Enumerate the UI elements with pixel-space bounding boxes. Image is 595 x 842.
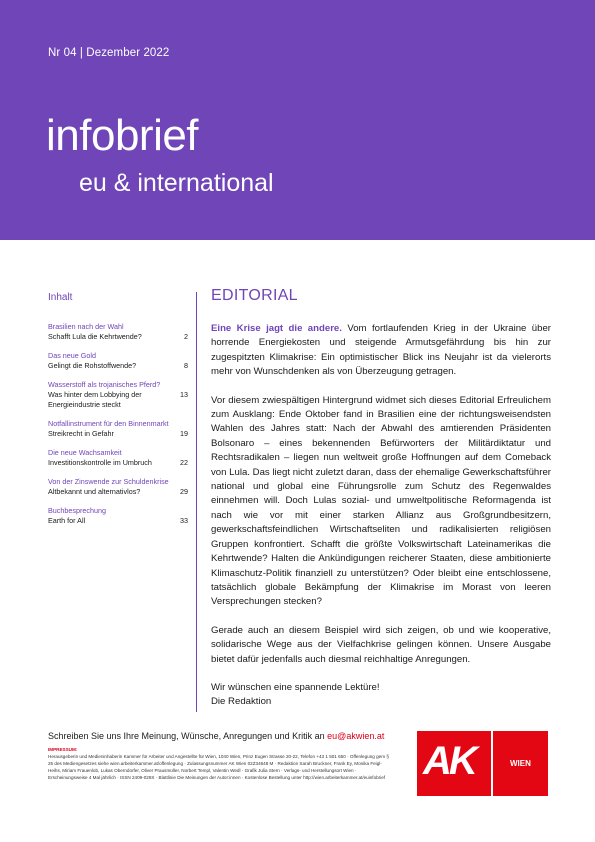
editorial-paragraph-2: Vor diesem zwiespältigen Hintergrund widmet sich dieses Editorial Erfreulichem zum Ausklang: Ende Oktober fand in Brasilien eine der richtungsweisendsten Wahlen des Jahres statt: Nach der Abwahl des amtierenden Präsidenten Bolsonaro – eines bekennenden Befürworters der Militärdiktatur und Rechtsradikalen – liegen nun weltweit große Hoffnungen auf dem Comeback von Lula. Das liegt nicht zuletzt daran, dass der ehemalige Gewerkschaftsführer national und global eine Führungsrolle zum Schutz des Regenwaldes einnehmen will. Doch Lulas sozial- und umweltpolitische Reformagenda ist nach wie vor mit einer starken Allianz aus Großgrundbesitzern, gewerkschaftsfeindlichen Wirtschaftseliten und radikalisierten religiösen Gruppen konfrontiert. Schafft die größte Volkswirtschaft Lateinamerikas die Kehrtwende? Halten die Ankündigungen reicherer Staaten, diese ambitionierte Klimaschutz-Politik finanziell zu unterstützen? Oder bleibt eine entschlossene, tatsächlich globale Bekämpfung der Klimakrise im Morast von leeren Versprechungen stecken? [211, 394, 551, 608]
toc-item-row [48, 390, 188, 410]
editorial-section [211, 287, 551, 710]
ak-wien-logo [417, 731, 548, 796]
toc-item[interactable] [48, 448, 188, 468]
toc-item[interactable] [48, 322, 188, 342]
contact-text: Schreiben Sie uns Ihre Meinung, Wünsche, Anregungen und Kritik an [48, 731, 328, 741]
toc-item-page: 22 [180, 458, 188, 467]
toc-item-title: Was hinter dem Lobbying der Energieindustrie steckt [48, 390, 142, 409]
toc-item-page: 2 [184, 332, 188, 341]
toc-item-page: 13 [180, 390, 188, 399]
editorial-signature: Die Redaktion [211, 696, 272, 708]
toc-item-page: 19 [180, 429, 188, 438]
editorial-heading: EDITORIAL [211, 287, 298, 304]
toc-heading: Inhalt [48, 292, 73, 303]
toc-item-title: Altbekannt und alternativlos? [48, 487, 141, 496]
toc-item[interactable] [48, 477, 188, 497]
publication-subtitle: eu & international [79, 169, 274, 197]
toc-item-category: Notfallinstrument für den Binnenmarkt [48, 419, 169, 428]
toc-item-category: Das neue Gold [48, 351, 96, 360]
toc-item-page: 33 [180, 516, 188, 525]
issue-number: Nr 04 | Dezember 2022 [48, 47, 170, 59]
editorial-closing: Wir wünschen eine spannende Lektüre! [211, 681, 380, 693]
toc-item-category: Wasserstoff als trojanisches Pferd? [48, 380, 161, 389]
toc-item-page: 8 [184, 361, 188, 370]
toc-item-row [48, 487, 188, 497]
toc-list [48, 322, 188, 526]
imprint-heading: IMPRESSUM: [48, 747, 78, 752]
editorial-paragraph-1-text: Vom fortlaufenden Krieg in der Ukraine über horrende Energiekosten und steigende Armutsgefährdung bis hin zur zugespitzten Klimakrise: Ein optimistischer Blick ins Neujahr ist da vielerorts mehr von Wunschdenken als von Überzeugung getragen. [211, 323, 551, 378]
toc-item[interactable] [48, 380, 188, 410]
imprint-text: Herausgeberin und Medieninhaberin Kammer für Arbeiter und Angestellte für Wien, 1040 Wien, Prinz Eugen Strasse 20-22, Telefon +43 1 501 650 · Offenlegung gem § 25 des Mediengesetzes siehe wien.arbeiterkammer.at/offenlegung · Zulassungsnummer AK Wien 02Z34648 M · Redaktion Sarah Bruckner, Frank Ey, Monika Feigl-Heihs, Miriam Frauenlob, Lukas Oberndorfer, Oliver Prausmüller, Norbert Templ, Valentin Wedl · Grafik Julia Stern · Verlags- und Herstellungsort Wien · Erscheinungsweise 4 Mal jährlich · ISSN 2409-028X · Blattlinie Die Meinungen der Autor:innen · Kostenlose Bestellung unter http://wien.arbeiterkammer.at/euinfobrief [48, 754, 389, 780]
toc-item-title: Streikrecht in Gefahr [48, 429, 114, 438]
toc-item-category: Brasilien nach der Wahl [48, 322, 124, 331]
table-of-contents [48, 292, 188, 535]
toc-item[interactable] [48, 419, 188, 439]
toc-item-row [48, 429, 188, 439]
toc-item-title: Gelingt die Rohstoffwende? [48, 361, 137, 370]
toc-item-category: Buchbesprechung [48, 506, 106, 515]
toc-item-row [48, 458, 188, 468]
contact-line [48, 731, 384, 741]
toc-item-title: Investitionskontrolle im Umbruch [48, 458, 152, 467]
ak-logo-mark [417, 731, 491, 796]
toc-item-category: Die neue Wachsamkeit [48, 448, 122, 457]
editorial-paragraph-3: Gerade auch an diesem Beispiel wird sich zeigen, ob und wie kooperative, solidarische Wege aus der Vielfachkrise gelingen können. Unsere Ausgabe bietet dafür jedenfalls auch diesmal reichhaltige Anregungen. [211, 624, 551, 665]
toc-item-title: Earth for All [48, 516, 86, 525]
cover-header [0, 0, 595, 240]
toc-item-title: Schafft Lula die Kehrtwende? [48, 332, 142, 341]
ak-logo-city: WIEN [493, 731, 548, 796]
toc-item-page: 29 [180, 487, 188, 496]
publication-title: infobrief [46, 111, 199, 160]
column-divider [196, 292, 197, 712]
editorial-paragraph-1 [211, 322, 551, 380]
contact-email-link[interactable]: eu@akwien.at [327, 731, 385, 741]
imprint [48, 746, 393, 781]
toc-item-row [48, 332, 188, 342]
toc-item-row [48, 361, 188, 371]
ak-logo-text: AK [423, 739, 475, 783]
editorial-lead: Eine Krise jagt die andere. [211, 323, 342, 334]
toc-item[interactable] [48, 506, 188, 526]
toc-item-row [48, 516, 188, 526]
toc-item[interactable] [48, 351, 188, 371]
toc-item-category: Von der Zinswende zur Schuldenkrise [48, 477, 169, 486]
